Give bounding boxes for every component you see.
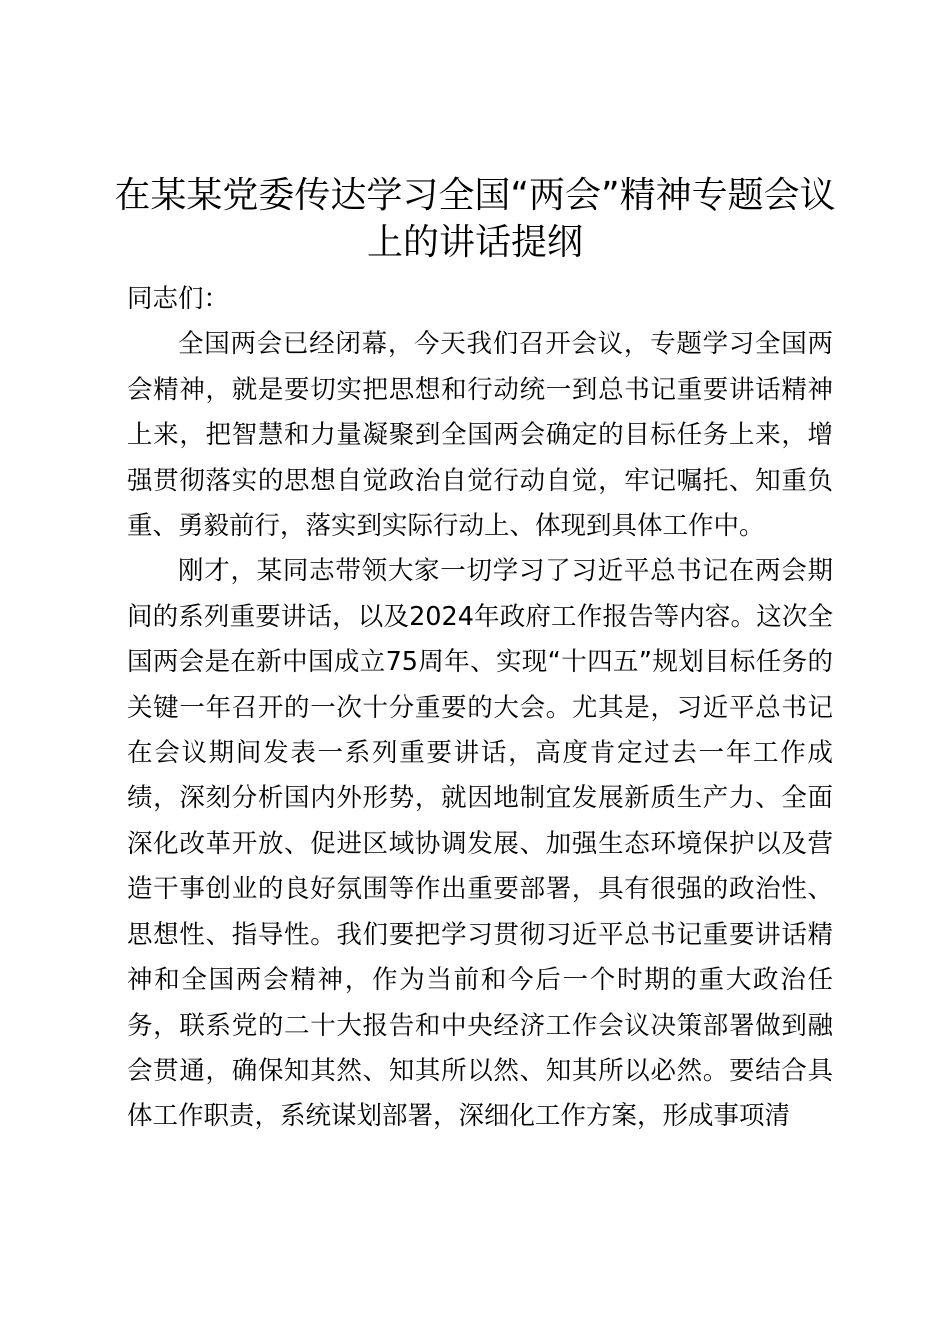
- salutation: 同志们：: [127, 284, 230, 314]
- document-body: [127, 277, 833, 1140]
- paragraph-main: 刚才，某同志带领大家一切学习了习近平总书记在两会期间的系列重要讲话，以及2024年政府工作报告等内容。这次全国两会是在新中国成立75周年、实现“十四五”规划目标任务的关键一年召开的一次十分重要的大会。尤其是，习近平总书记在会议期间发表一系列重要讲话，高度肯定过去一年工作成绩，深刻分析国内外形势，就因地制宜发展新质生产力、全面深化改革开放、促进区域协调发展、加强生态环境保护以及营造干事创业的良好氛围等作出重要部署，具有很强的政治性、思想性、指导性。我们要把学习贯彻习近平总书记重要讲话精神和全国两会精神，作为当前和今后一个时期的重大政治任务，联系党的二十大报告和中央经济工作会议决策部署做到融会贯通，确保知其然、知其所以然、知其所以必然。要结合具体工作职责，系统谋划部署，深细化工作方案，形成事项清: [127, 556, 833, 1132]
- paragraph-opening: 全国两会已经闭幕，今天我们召开会议，专题学习全国两会精神，就是要切实把思想和行动统一到总书记重要讲话精神上来，把智慧和力量凝聚到全国两会确定的目标任务上来，增强贯彻落实的思想自觉政治自觉行动自觉，牢记嘱托、知重负重、勇毅前行，落实到实际行动上、体现到具体工作中。: [127, 329, 833, 542]
- document-title: 在某某党委传达学习全国“两会”精神专题会议上的讲话提纲: [114, 175, 836, 263]
